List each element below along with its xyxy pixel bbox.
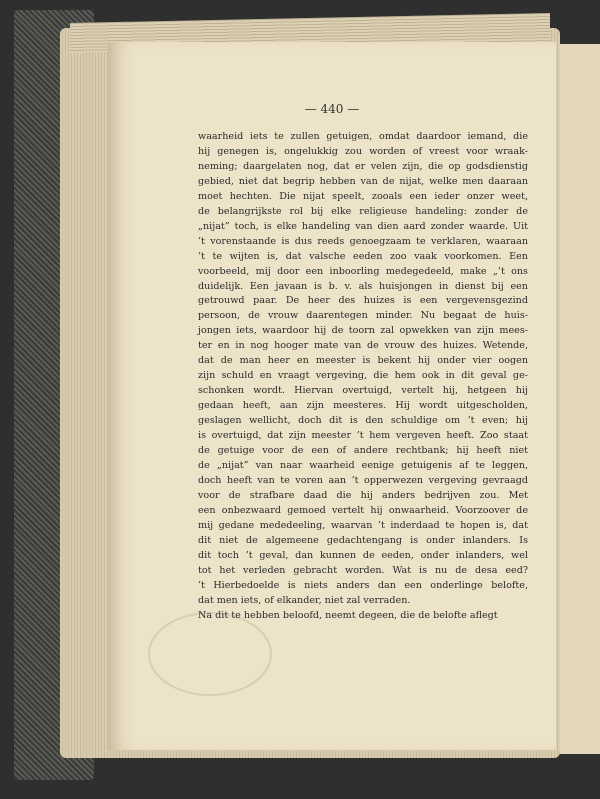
text-line: dat de man heer en meester is bekent hij onder vier oogen bbox=[198, 355, 528, 367]
text-line: dat men iets, of elkander, niet zal verraden. bbox=[198, 594, 411, 606]
text-line: Na dit te hebben beloofd, neemt degeen, die de belofte aflegt bbox=[198, 609, 498, 621]
text-line: de getuige voor de een of andere rechtbank; hij heeft niet bbox=[198, 445, 528, 457]
text-line: doch heeft van te voren aan ’t opperwezen vergeving gevraagd bbox=[198, 474, 528, 486]
text-line: dit toch ’t geval, dan kunnen de eeden, onder inlanders, wel bbox=[198, 549, 528, 561]
text-line: gebied, niet dat begrip hebben van de nijat, welke men daaraan bbox=[198, 175, 528, 187]
facing-page bbox=[560, 44, 600, 754]
book-page bbox=[108, 42, 556, 750]
text-line: getrouwd paar. De heer des huizes is een vergevensgezind bbox=[198, 295, 528, 307]
text-line: ter en in nog hooger mate van de vrouw des huizes. Wetende, bbox=[198, 340, 528, 352]
text-line: zijn schuld en vraagt vergeving, die hem ook in dit geval ge- bbox=[198, 370, 528, 382]
library-stamp bbox=[148, 612, 272, 696]
text-line: schonken wordt. Hiervan overtuigd, vertelt hij, hetgeen hij bbox=[198, 385, 528, 397]
text-line: moet hechten. Die nijat speelt, zooals een ieder onzer weet, bbox=[198, 190, 528, 202]
text-line: voor de strafbare daad die hij anders bedrijven zou. Met bbox=[198, 489, 528, 501]
text-line: persoon, de vrouw daarentegen minder. Nu begaat de huis- bbox=[198, 310, 528, 322]
text-line: hij genegen is, ongelukkig zou worden of vreest voor wraak- bbox=[198, 145, 528, 157]
text-line: neming; daargelaten nog, dat er velen zijn, die op godsdienstig bbox=[198, 160, 528, 172]
text-line: gedaan heeft, aan zijn meesteres. Hij wordt uitgescholden, bbox=[198, 400, 528, 412]
text-line: jongen iets, waardoor hij de toorn zal opwekken van zijn mees- bbox=[198, 325, 528, 337]
text-line: waarheid iets te zullen getuigen, omdat daardoor iemand, die bbox=[198, 131, 528, 142]
text-line: ’t vorenstaande is dus reeds genoegzaam te verklaren, waaraan bbox=[198, 235, 528, 247]
text-line: duidelijk. Een javaan is b. v. als huisjongen in dienst bij een bbox=[198, 280, 528, 292]
text-line: is overtuigd, dat zijn meester ’t hem vergeven heeft. Zoo staat bbox=[198, 430, 528, 442]
text-line: geslagen wellicht, doch dit is den schuldige om ’t even; hij bbox=[198, 415, 528, 427]
text-line: ’t te wijten is, dat valsche eeden zoo vaak voorkomen. Een bbox=[198, 250, 528, 262]
text-line: dit niet de algemeene gedachtengang is onder inlanders. Is bbox=[198, 534, 528, 546]
text-line: „nijat” toch, is elke handeling van dien aard zonder waarde. Uit bbox=[198, 220, 528, 232]
page-number: — 440 — bbox=[304, 102, 360, 116]
text-line: voorbeeld, mij door een inboorling medegedeeld, make „’t ons bbox=[198, 265, 528, 277]
text-line: mij gedane mededeeling, waarvan ’t inderdaad te hopen is, dat bbox=[198, 519, 528, 531]
text-line: ’t Hierbedoelde is niets anders dan een onderlinge belofte, bbox=[198, 579, 528, 591]
text-line: de belangrijkste rol bij elke religieuse handeling: zonder de bbox=[198, 205, 528, 217]
page-body-text bbox=[198, 130, 528, 623]
text-line: tot het verleden gebracht worden. Wat is nu de desa eed? bbox=[198, 564, 528, 576]
text-line: de „nijat” van naar waarheid eenige getuigenis af te leggen, bbox=[198, 459, 528, 471]
text-line: een onbezwaard gemoed vertelt hij onwaarheid. Voorzoover de bbox=[198, 504, 528, 516]
